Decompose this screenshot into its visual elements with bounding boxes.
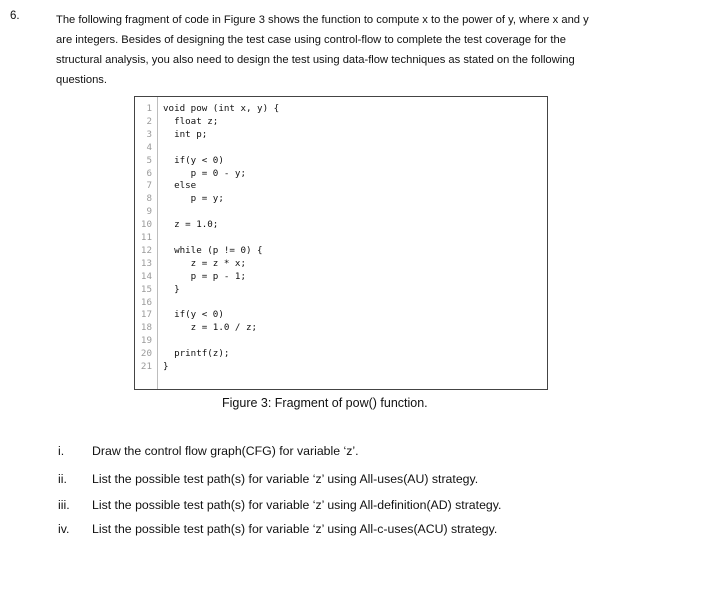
question-numeral: iv.: [58, 522, 70, 536]
code-text: p = p - 1;: [163, 270, 246, 282]
line-number: 16: [140, 296, 152, 308]
code-line: [135, 206, 545, 218]
code-text: z = 1.0;: [163, 219, 219, 231]
code-text: z = z * x;: [163, 257, 246, 269]
code-line: [135, 309, 545, 321]
line-number: 1: [146, 103, 152, 114]
question-intro: [56, 10, 636, 90]
code-line: [135, 155, 545, 167]
line-number: 11: [140, 232, 152, 243]
line-number: 6: [146, 167, 152, 179]
code-line: [135, 297, 545, 309]
code-text: p = 0 - y;: [163, 167, 246, 179]
code-line: [135, 193, 545, 205]
code-line: [135, 335, 545, 347]
line-number: 21: [140, 361, 152, 372]
line-number: 8: [146, 193, 152, 205]
code-text: float z;: [163, 115, 219, 127]
code-text: z = 1.0 / z;: [163, 322, 258, 334]
code-line: [135, 348, 545, 360]
question-numeral: i.: [58, 444, 65, 458]
code-text: void pow (int x, y) {: [163, 103, 280, 114]
intro-line: The following fragment of code in Figure 3 shows the function to compute x to the power of y, where x and y: [56, 14, 589, 26]
line-number: 14: [140, 270, 152, 282]
code-text: if(y < 0): [163, 309, 224, 321]
intro-line: structural analysis, you also need to design the test using data-flow techniques as stated on the following: [56, 54, 575, 66]
code-line: [135, 271, 545, 283]
question-numeral: iii.: [58, 498, 70, 512]
code-line: [135, 219, 545, 231]
code-line: [135, 129, 545, 141]
code-text: p = y;: [163, 193, 224, 205]
code-text: else: [163, 180, 197, 192]
question-numeral: ii.: [58, 472, 67, 486]
intro-line: are integers. Besides of designing the test case using control-flow to complete the test coverage for the: [56, 34, 566, 46]
code-line: [135, 168, 545, 180]
line-number: 5: [146, 154, 152, 166]
code-line: [135, 116, 545, 128]
line-number: 20: [140, 348, 152, 360]
code-line: [135, 361, 545, 373]
code-line: [135, 322, 545, 334]
line-number: 17: [140, 309, 152, 321]
question-text: List the possible test path(s) for variable ‘z’ using All-definition(AD) strategy.: [92, 498, 502, 512]
code-line: [135, 180, 545, 192]
code-line: [135, 103, 545, 115]
code-text: while (p != 0) {: [163, 244, 263, 256]
question-text: Draw the control flow graph(CFG) for variable ‘z’.: [92, 444, 359, 458]
code-text: }: [163, 361, 169, 372]
question-text: List the possible test path(s) for variable ‘z’ using All-uses(AU) strategy.: [92, 472, 479, 486]
line-number: 19: [140, 335, 152, 347]
figure-caption: Figure 3: Fragment of pow() function.: [222, 396, 428, 410]
line-number: 15: [140, 283, 152, 295]
code-line: [135, 142, 545, 154]
line-number: 9: [146, 206, 152, 218]
line-number: 12: [140, 244, 152, 256]
line-number: 3: [146, 128, 152, 140]
code-text: int p;: [163, 128, 208, 140]
line-number: 7: [146, 180, 152, 192]
code-figure: [134, 96, 548, 390]
code-line: [135, 284, 545, 296]
code-text: printf(z);: [163, 348, 230, 360]
intro-line: questions.: [56, 74, 107, 86]
line-number: 4: [146, 141, 152, 153]
code-line: [135, 232, 545, 244]
line-number: 18: [140, 322, 152, 334]
code-line: [135, 258, 545, 270]
line-number: 2: [146, 115, 152, 127]
code-text: }: [163, 283, 180, 295]
line-number: 13: [140, 257, 152, 269]
question-number: 6.: [10, 10, 20, 22]
question-text: List the possible test path(s) for variable ‘z’ using All-c-uses(ACU) strategy.: [92, 522, 498, 536]
code-text: if(y < 0): [163, 154, 224, 166]
code-line: [135, 245, 545, 257]
line-number: 10: [140, 219, 152, 231]
